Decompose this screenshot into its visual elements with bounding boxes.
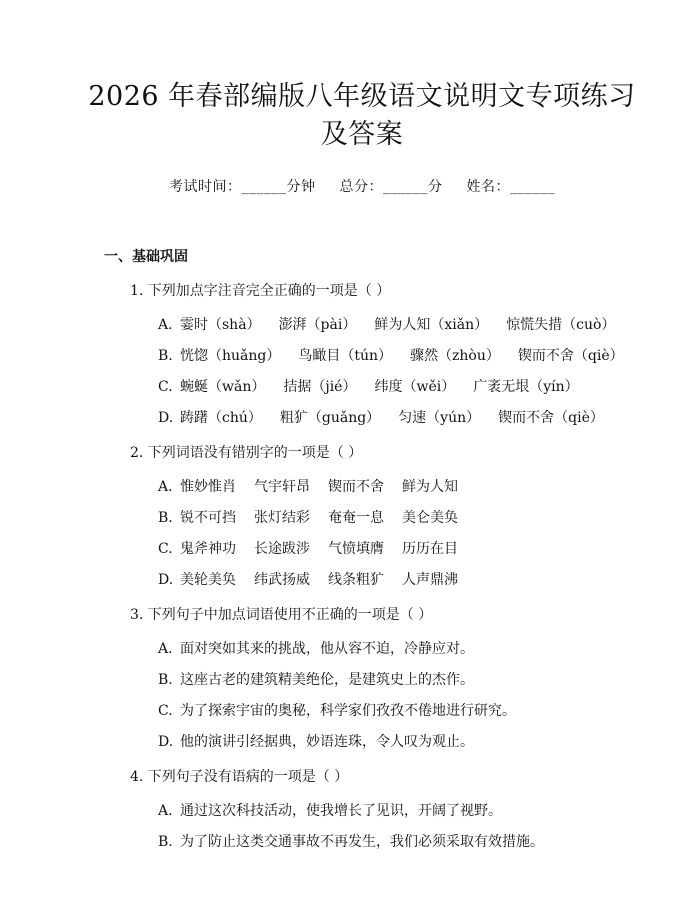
option-item: 气愤填膺	[328, 541, 384, 557]
title-line-1: 2026 年春部编版八年级语文说明文专项练习	[88, 81, 636, 112]
option-item: 美轮美奂	[180, 572, 236, 588]
option-label: A.	[158, 317, 173, 333]
exam-time: 考试时间：______分钟	[169, 179, 316, 195]
option-item: 张灯结彩	[254, 510, 310, 526]
option-item: 匀速（yún）	[398, 410, 481, 426]
option-item: 蜿蜒（wǎn）	[180, 379, 266, 395]
option-item: 鲜为人知（xiǎn）	[374, 317, 489, 333]
option-label: A.	[158, 803, 173, 819]
answer-option	[158, 801, 620, 821]
answer-option	[158, 315, 620, 335]
answer-option	[158, 377, 620, 397]
option-item: 广袤无垠（yín）	[473, 379, 579, 395]
answer-option	[158, 408, 620, 428]
question-stem: 2. 下列词语没有错别字的一项是（ ）	[130, 445, 363, 461]
option-item: 历历在目	[402, 541, 458, 557]
option-label: D.	[158, 410, 174, 426]
option-label: C.	[158, 379, 173, 395]
option-item: 骤然（zhòu）	[410, 348, 500, 364]
document-title	[74, 78, 650, 154]
option-item: 气宇轩昂	[254, 479, 310, 495]
answer-option	[158, 639, 620, 659]
title-line-2: 及答案	[320, 119, 404, 150]
option-item: 人声鼎沸	[402, 572, 458, 588]
answer-option	[158, 539, 620, 559]
answer-option	[158, 670, 620, 690]
option-item: 惊慌失措（cuò）	[506, 317, 616, 333]
option-item: 通过这次科技活动，使我增长了见识，开阔了视野。	[180, 803, 502, 819]
answer-option	[158, 732, 620, 752]
option-item: 纬度（wěi）	[374, 379, 456, 395]
answer-option	[158, 701, 620, 721]
option-item: 锲而不舍（qiè）	[498, 410, 604, 426]
option-item: 鲜为人知	[402, 479, 458, 495]
option-item: 奄奄一息	[328, 510, 384, 526]
option-item: 纬武扬威	[254, 572, 310, 588]
option-label: A.	[158, 479, 173, 495]
option-item: 鸟瞰目（tún）	[298, 348, 393, 364]
question-list	[104, 281, 624, 852]
question-stem: 1. 下列加点字注音完全正确的一项是（ ）	[130, 283, 391, 299]
answer-option	[158, 346, 624, 366]
exam-score: 总分：______分	[339, 179, 443, 195]
question-stem: 4. 下列句子没有语病的一项是（ ）	[130, 769, 349, 785]
option-item: 为了防止这类交通事故不再发生，我们必须采取有效措施。	[180, 834, 544, 850]
option-label: B.	[158, 834, 173, 850]
option-label: D.	[158, 572, 174, 588]
option-item: 锲而不舍（qiè）	[517, 348, 624, 364]
option-item: 美仑美奂	[402, 510, 458, 526]
answer-option	[158, 570, 620, 590]
option-label: B.	[158, 348, 173, 364]
option-item: 澎湃（pài）	[278, 317, 357, 333]
option-item: 面对突如其来的挑战，他从容不迫，冷静应对。	[180, 641, 474, 657]
option-item: 线条粗犷	[328, 572, 384, 588]
option-item: 锲而不舍	[328, 479, 384, 495]
option-label: B.	[158, 672, 173, 688]
option-item: 踌躇（chú）	[180, 410, 262, 426]
option-item: 恍惚（huǎng）	[180, 348, 281, 364]
option-item: 粗犷（guǎng）	[279, 410, 381, 426]
option-item: 他的演讲引经据典，妙语连珠，令人叹为观止。	[180, 734, 474, 750]
answer-option	[158, 477, 620, 497]
option-item: 鬼斧神功	[180, 541, 236, 557]
option-item: 这座古老的建筑精美绝伦，是建筑史上的杰作。	[180, 672, 474, 688]
option-item: 惟妙惟肖	[180, 479, 236, 495]
option-label: C.	[158, 541, 173, 557]
option-label: C.	[158, 703, 173, 719]
option-item: 拮据（jié）	[283, 379, 357, 395]
option-item: 霎时（shà）	[180, 317, 261, 333]
option-item: 长途跋涉	[254, 541, 310, 557]
option-item: 锐不可挡	[180, 510, 236, 526]
option-label: D.	[158, 734, 174, 750]
question-stem: 3. 下列句子中加点词语使用不正确的一项是（ ）	[130, 607, 433, 623]
section-heading: 一、基础巩固	[104, 249, 188, 265]
exam-meta	[104, 176, 620, 196]
option-label: B.	[158, 510, 173, 526]
option-label: A.	[158, 641, 173, 657]
answer-option	[158, 832, 620, 852]
exam-name: 姓名：______	[466, 179, 555, 195]
answer-option	[158, 508, 620, 528]
option-item: 为了探索宇宙的奥秘，科学家们孜孜不倦地进行研究。	[180, 703, 516, 719]
